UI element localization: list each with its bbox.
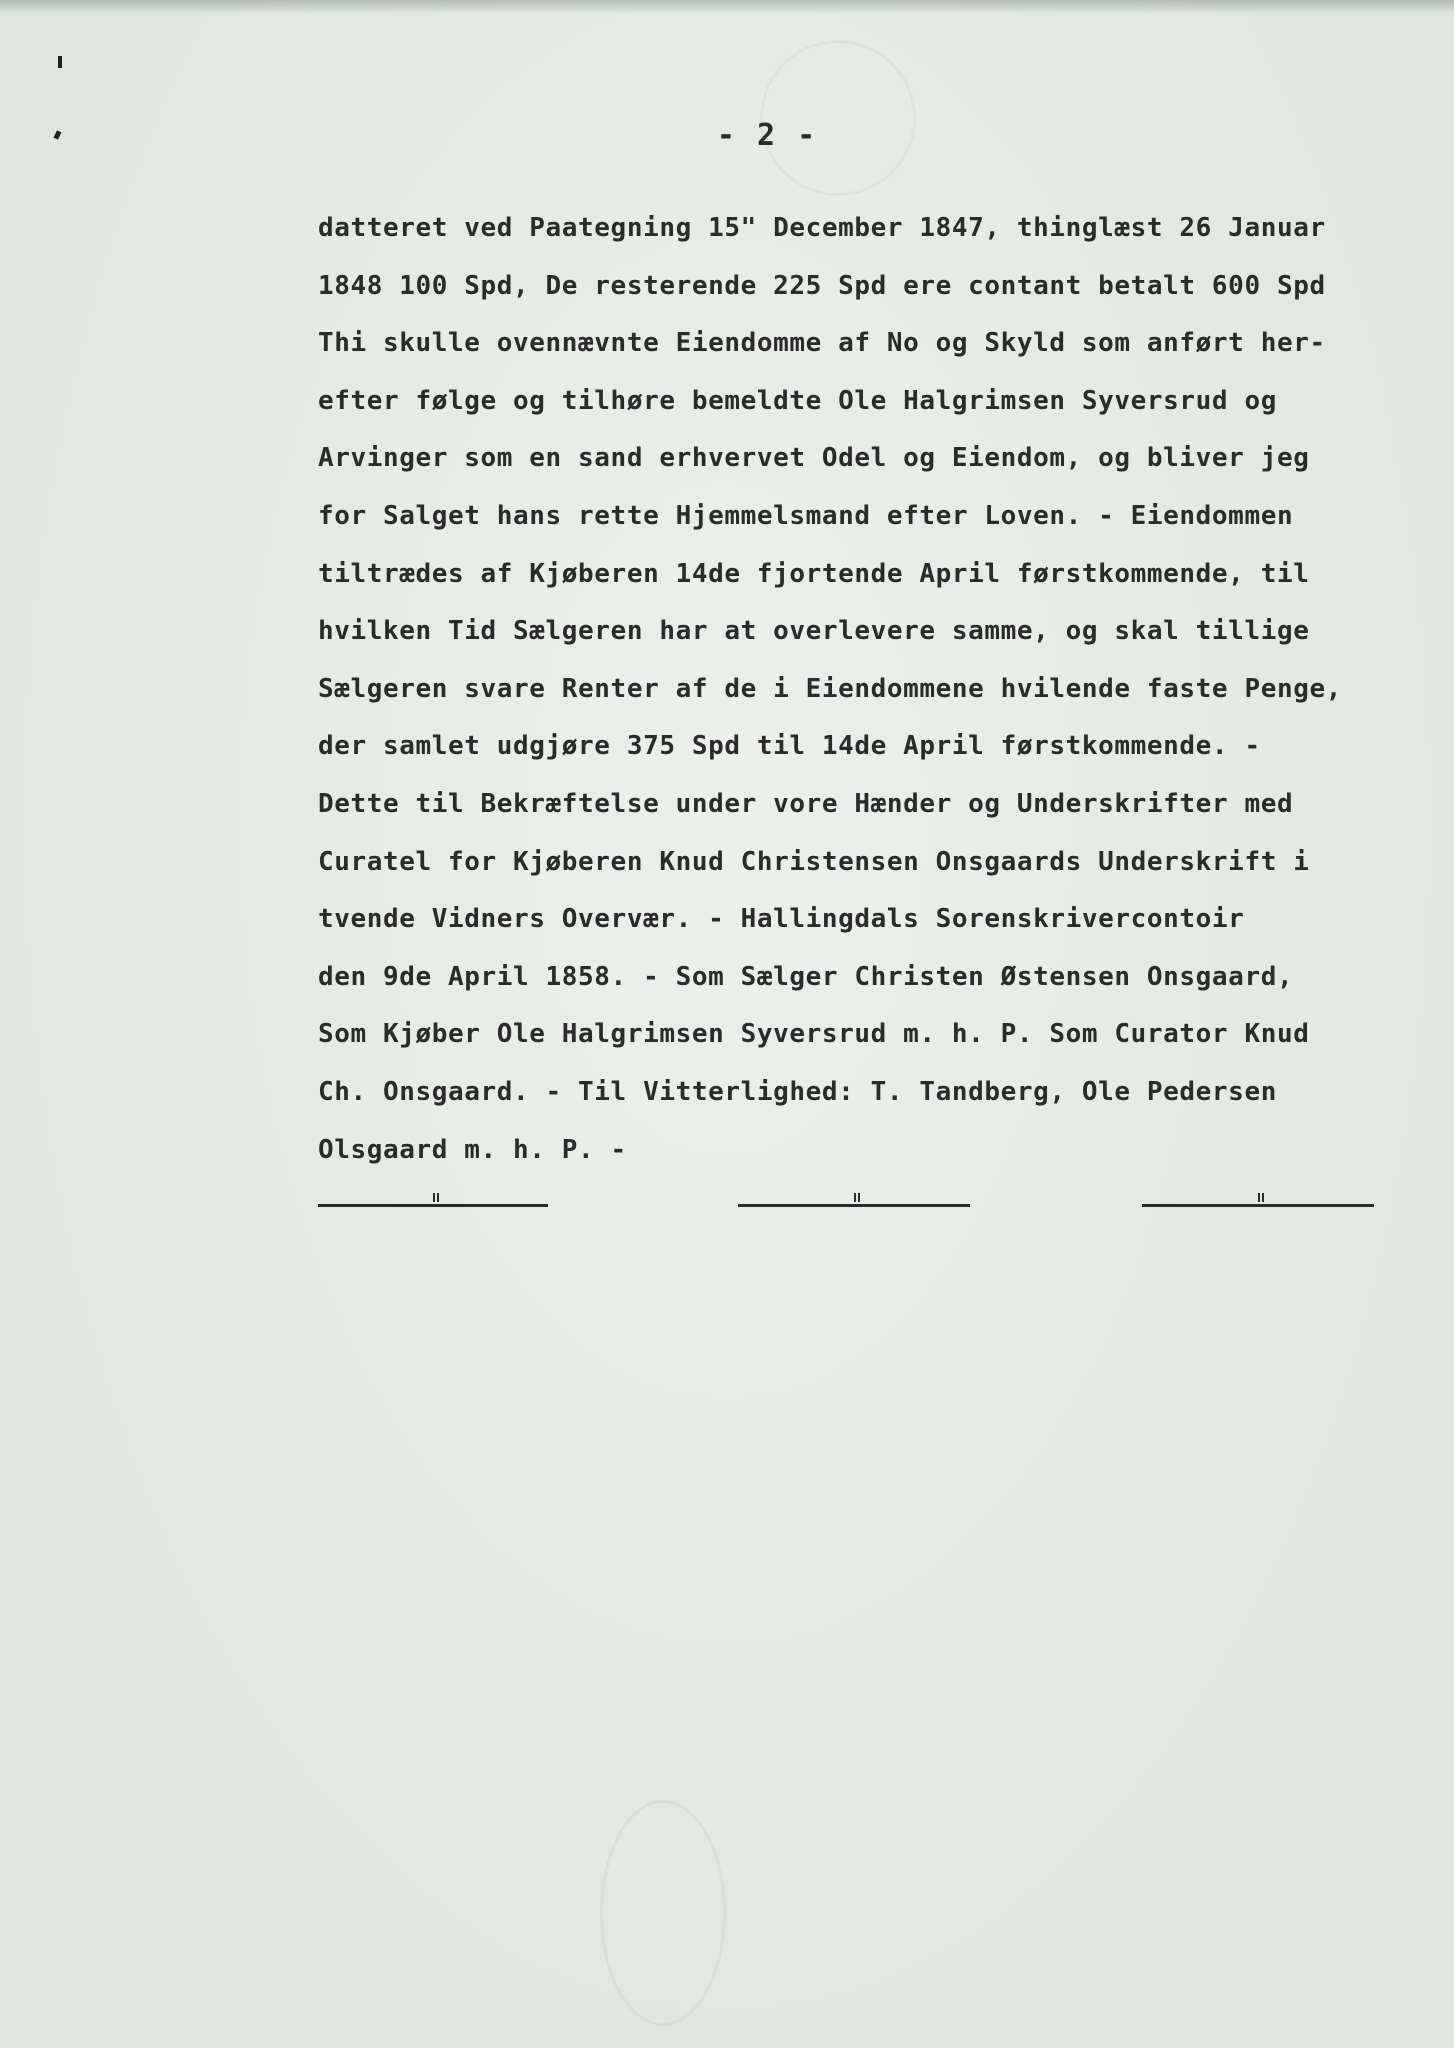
section-divider: [738, 1204, 970, 1207]
text-line: for Salget hans rette Hjemmelsmand efter Loven. - Eiendommen: [318, 500, 1294, 531]
text-line: Dette til Bekræftelse under vore Hænder og Underskrifter med: [318, 788, 1294, 819]
text-line: Sælgeren svare Renter af de i Eiendommene hvilende faste Penge,: [318, 673, 1342, 704]
text-line: Arvinger som en sand erhvervet Odel og Eiendom, og bliver jeg: [318, 443, 1310, 474]
text-line: tiltrædes af Kjøberen 14de fjortende April førstkommende, til: [318, 558, 1310, 589]
section-divider: [318, 1204, 548, 1207]
section-divider: [1142, 1204, 1374, 1207]
margin-mark: [58, 56, 62, 68]
document-body: [318, 200, 1428, 1179]
text-line: Olsgaard m. h. P. -: [318, 1134, 627, 1165]
text-line: Ch. Onsgaard. - Til Vitterlighed: T. Tandberg, Ole Pedersen: [318, 1076, 1277, 1107]
page-number: - 2 -: [716, 118, 818, 153]
text-line: efter følge og tilhøre bemeldte Ole Halgrimsen Syversrud og: [318, 385, 1277, 416]
scan-edge-shadow: [0, 0, 1454, 14]
stamp-bleed-through: [600, 1800, 726, 2026]
text-line: den 9de April 1858. - Som Sælger Christen Østensen Onsgaard,: [318, 961, 1294, 992]
text-line: datteret ved Paategning 15" December 1847, thinglæst 26 Januar: [318, 213, 1326, 243]
text-line: tvende Vidners Overvær. - Hallingdals Sorenskrivercontoir: [318, 904, 1245, 935]
text-line: Som Kjøber Ole Halgrimsen Syversrud m. h. P. Som Curator Knud: [318, 1019, 1310, 1050]
text-line: Curatel for Kjøberen Knud Christensen Onsgaards Underskrift i: [318, 846, 1310, 877]
text-line: der samlet udgjøre 375 Spd til 14de April førstkommende. -: [318, 731, 1261, 762]
text-line: Thi skulle ovennævnte Eiendomme af No og Skyld som anført her-: [318, 328, 1326, 359]
text-line: 1848 100 Spd, De resterende 225 Spd ere contant betalt 600 Spd: [318, 270, 1326, 301]
text-line: hvilken Tid Sælgeren har at overlevere samme, og skal tillige: [318, 616, 1310, 647]
